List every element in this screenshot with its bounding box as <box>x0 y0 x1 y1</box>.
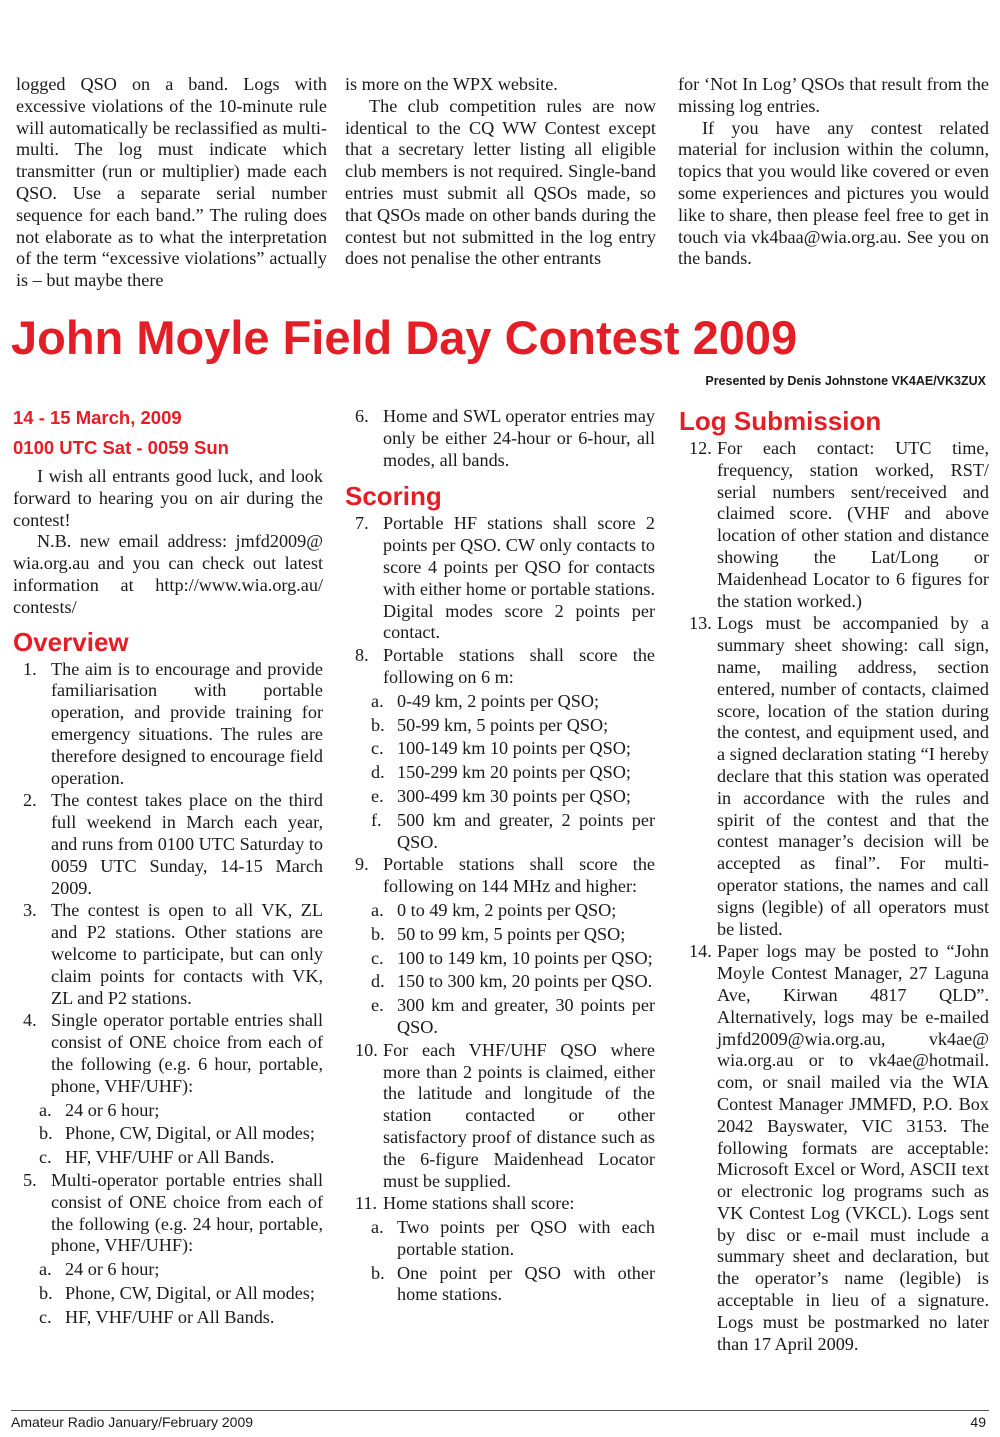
subitem-text: 24 or 6 hour; <box>65 1259 160 1280</box>
rule-subitem <box>345 786 655 808</box>
rule-text: Home stations shall score: <box>383 1193 575 1214</box>
subitem-text: 100 to 149 km, 10 points per QSO; <box>397 947 653 968</box>
rule-text: Paper logs may be posted to “John Moyle Contest Manager, 27 Laguna Ave, Kirwan 4817 QLD”. Alternatively, logs may be e-mailed jmfd2009@wia.org.au, vk4ae@ wia.org.au or to vk4ae@hotmail. com, or snail mailed via the WIA Contest Manager JMMFD, P.O. Box 2042 Bayswater, VIC 3153. The following formats are acceptable: Microsoft Excel or Word, ASCII text or electronic log programs such as VK Contest Log (VKCL). Logs sent by disc or e-mail must include a summary sheet and declaration, but the operator’s name (legible) is acceptable in lieu of a signature. Logs must be postmarked no later than 17 April 2009. <box>717 941 989 1354</box>
rule-number: 6. <box>355 406 369 426</box>
subitem-letter: b. <box>371 714 385 735</box>
rule-subitem <box>345 1217 655 1261</box>
subitem-letter: b. <box>39 1123 53 1144</box>
subitem-letter: a. <box>39 1099 52 1120</box>
subitem-text: 50 to 99 km, 5 points per QSO; <box>397 923 626 944</box>
subitem-text: 150 to 300 km, 20 points per QSO. <box>397 971 653 992</box>
rule-text: Home and SWL operator entries may only be either 24-hour or 6-hour, all modes, all bands. <box>383 406 655 470</box>
page-number: 49 <box>970 1414 986 1430</box>
overview-rules-list <box>13 659 323 1329</box>
rule-number: 3. <box>23 900 37 921</box>
subitem-text: 150-299 km 20 points per QSO; <box>397 762 631 783</box>
intro-paragraph: I wish all entrants good luck, and look forward to hearing you on air during the contest! <box>13 466 323 530</box>
rule-number: 4. <box>23 1010 37 1031</box>
subitem-letter: c. <box>39 1306 52 1327</box>
subitem-text: HF, VHF/UHF or All Bands. <box>65 1306 275 1327</box>
rule-subitem <box>345 971 655 993</box>
subitem-text: 0-49 km, 2 points per QSO; <box>397 690 600 711</box>
rule-text: The contest is open to all VK, ZL and P2 stations. Other stations are welcome to participate, but can only claim points for contacts with VK, ZL and P2 stations. <box>51 900 323 1008</box>
subitem-letter: c. <box>371 947 384 968</box>
rule-item <box>345 645 655 689</box>
rule-text: The aim is to encourage and provide familiarisation with portable operation, and provide training for emergency situations. The rules are therefore designed to encourage field operation. <box>51 658 323 788</box>
section-heading-log-submission: Log Submission <box>679 406 882 436</box>
subitem-letter: b. <box>371 923 385 944</box>
subitem-letter: a. <box>371 899 384 920</box>
rule-item <box>679 941 989 1355</box>
rule-subitem <box>345 924 655 946</box>
rule-subitem <box>13 1147 323 1169</box>
rule-text: Single operator portable entries shall consist of ONE choice from each of the following (e.g. 6 hour, portable, phone, VHF/UHF): <box>51 1010 323 1096</box>
rule-text: Logs must be accompanied by a summary sheet showing: call sign, name, mailing address, section entered, number of contacts, claimed score, location of the station during the contest, and equipment used, and a signed declaration stating “I hereby declare that this station was operated in accordance with the rules and spirit of the contest and that the contest manager’s decision will be accepted as final”. For multi-operator stations, the names and call signs (legible) of all operators must be listed. <box>717 613 989 939</box>
rule-number: 12. <box>689 438 712 458</box>
rule-subitem <box>13 1283 323 1305</box>
article-column-3 <box>679 406 989 1355</box>
subitem-text: 50-99 km, 5 points per QSO; <box>397 714 609 735</box>
rule-number: 7. <box>355 513 369 534</box>
rule-number: 2. <box>23 790 37 811</box>
rule-text: The contest takes place on the third full weekend in March each year, and runs from 0100 UTC Saturday to 0059 UTC Sunday, 14-15 March 2009. <box>51 790 323 898</box>
subitem-letter: c. <box>371 738 384 759</box>
subitem-letter: a. <box>39 1259 52 1280</box>
intro-paragraph: N.B. new email address: jmfd2009@ wia.org.au and you can check out latest information at http://www.wia.org.au/ contests/ <box>13 531 323 617</box>
rule-text: Portable stations shall score the following on 144 MHz and higher: <box>383 854 655 897</box>
rule-number: 14. <box>689 941 712 962</box>
article-byline: Presented by Denis Johnstone VK4AE/VK3ZUX <box>705 374 986 388</box>
body-paragraph: logged QSO on a band. Logs with excessive violations of the 10-minute rule will automatically be reclassified as multi-multi. The log must indicate which transmitter (run or multiplier) made each QSO. Use a separate serial number sequence for each band.” The ruling does not elaborate as to what the interpretation of the term “excessive violations” actually is – but maybe there <box>16 74 327 291</box>
article-column-1 <box>13 406 323 1328</box>
subitem-text: HF, VHF/UHF or All Bands. <box>65 1147 275 1168</box>
rule-subitem <box>13 1307 323 1329</box>
subitem-letter: d. <box>371 971 385 992</box>
rule-text: Portable stations shall score the following on 6 m: <box>383 645 655 687</box>
rule-number: 11. <box>355 1193 378 1214</box>
rule-number: 8. <box>355 645 369 666</box>
rule-subitem <box>345 948 655 970</box>
subitem-letter: b. <box>371 1262 385 1283</box>
body-paragraph: for ‘Not In Log’ QSOs that result from the missing log entries. <box>678 74 989 116</box>
contest-dates: 14 - 15 March, 2009 <box>13 407 182 428</box>
rule-item <box>13 790 323 899</box>
article-column-2 <box>345 406 655 1306</box>
rule-item <box>13 659 323 790</box>
rule-subitem <box>345 1263 655 1307</box>
log-submission-rules-list <box>679 438 989 1355</box>
rule-number: 10. <box>355 1039 378 1060</box>
subitem-text: 0 to 49 km, 2 points per QSO; <box>397 899 617 920</box>
rule-number: 9. <box>355 854 369 875</box>
rule-item <box>13 1010 323 1097</box>
rule-text: Multi-operator portable entries shall consist of ONE choice from each of the following (e.g. 24 hour, portable, phone, VHF/UHF): <box>51 1169 323 1256</box>
rule-item <box>679 613 989 940</box>
subitem-letter: c. <box>39 1147 52 1168</box>
rule-subitem <box>13 1123 323 1145</box>
subitem-letter: d. <box>371 762 385 783</box>
rule-subitem <box>13 1100 323 1122</box>
subitem-letter: e. <box>371 785 384 806</box>
subitem-text: 100-149 km 10 points per QSO; <box>397 738 631 759</box>
previous-article-column-3 <box>678 74 989 270</box>
rule-item <box>345 1040 655 1193</box>
rule-item <box>13 900 323 1009</box>
rule-item <box>679 438 989 612</box>
footer-publication: Amateur Radio January/February 2009 <box>11 1414 254 1430</box>
subitem-letter: f. <box>371 809 382 830</box>
rule-subitem <box>345 715 655 737</box>
body-paragraph: is more on the WPX website. <box>345 74 558 94</box>
contest-times: 0100 UTC Sat - 0059 Sun <box>13 437 229 458</box>
rule-text: Portable HF stations shall score 2 points per QSO. CW only contacts to score 4 points per QSO for contacts with either home or portable stations. Digital modes score 2 points per contact. <box>383 513 655 643</box>
previous-article-column-2 <box>345 74 656 270</box>
subitem-letter: a. <box>371 1217 384 1238</box>
rule-subitem <box>345 762 655 784</box>
rule-subitem <box>345 691 655 713</box>
rule-item <box>345 406 655 471</box>
rule-subitem <box>345 810 655 854</box>
subitem-letter: e. <box>371 995 384 1016</box>
subitem-text: 500 km and greater, 2 points per QSO. <box>397 809 655 852</box>
article-title: John Moyle Field Day Contest 2009 <box>11 311 798 364</box>
previous-article-column-1 <box>16 74 327 292</box>
rule-text: For each contact: UTC time, frequency, station worked, RST/ serial numbers sent/received and claimed score. (VHF and above location of other station and distance showing the Lat/Long or Maidenhead Locator to 6 figures for the station worked.) <box>717 438 989 611</box>
subitem-text: 300 km and greater, 30 points per QSO. <box>397 995 655 1037</box>
rule-item <box>345 1193 655 1215</box>
entry-rules-list <box>345 406 655 471</box>
rule-subitem <box>345 900 655 922</box>
rule-subitem <box>345 738 655 760</box>
section-heading-scoring: Scoring <box>345 481 442 512</box>
subitem-text: 24 or 6 hour; <box>65 1099 160 1120</box>
rule-item <box>345 854 655 898</box>
rule-number: 13. <box>689 613 712 634</box>
rule-item <box>345 513 655 644</box>
subitem-text: 300-499 km 30 points per QSO; <box>397 785 631 806</box>
rule-number: 1. <box>23 658 37 679</box>
footer-divider <box>11 1410 989 1411</box>
rule-number: 5. <box>23 1169 37 1190</box>
rule-text: For each VHF/UHF QSO where more than 2 points is claimed, either the latitude and longitude of the station contacted or other satisfactory proof of distance such as the 6-figure Maidenhead Locator must be supplied. <box>383 1039 655 1191</box>
body-paragraph: The club competition rules are now identical to the CQ WW Contest except that a secretary letter listing all eligible club members is not required. Single-band entries must submit all QSOs made, so that QSOs made on other bands during the contest but not submitted in the log entry does not penalise the other entrants <box>345 95 656 269</box>
subitem-letter: b. <box>39 1282 53 1303</box>
subitem-text: Phone, CW, Digital, or All modes; <box>65 1123 315 1144</box>
rule-subitem <box>13 1259 323 1281</box>
subitem-letter: a. <box>371 690 384 711</box>
subitem-text: One point per QSO with other home stations. <box>397 1262 655 1305</box>
rule-subitem <box>345 995 655 1039</box>
rule-item <box>13 1170 323 1257</box>
subitem-text: Phone, CW, Digital, or All modes; <box>65 1282 315 1303</box>
body-paragraph: If you have any contest related material for inclusion within the column, topics that you would like covered or even some experiences and pictures you would like to share, then please feel free to get in touch via vk4baa@wia.org.au. See you on the bands. <box>678 117 989 269</box>
section-heading-overview: Overview <box>13 626 129 657</box>
scoring-rules-list <box>345 513 655 1306</box>
subitem-text: Two points per QSO with each portable station. <box>397 1217 655 1259</box>
